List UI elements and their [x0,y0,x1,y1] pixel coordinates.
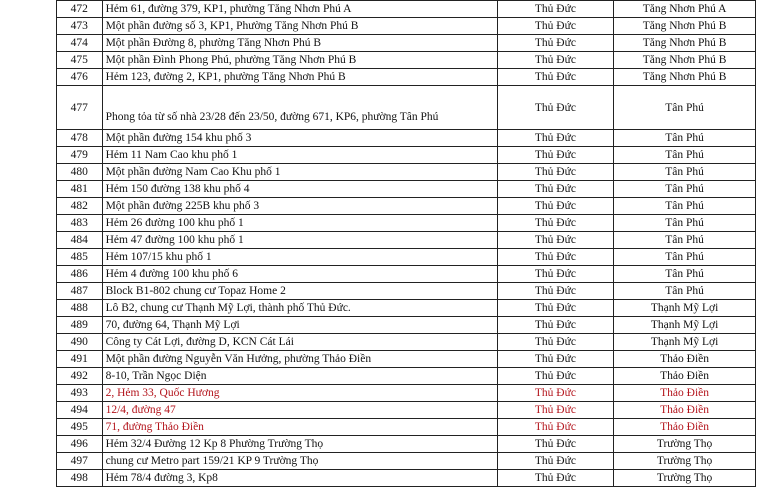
location-cell: Một phần đường số 3, KP1, Phường Tăng Nhơn Phú B [102,18,497,35]
ward-cell: Tăng Nhơn Phú B [614,35,756,52]
district-cell: Thủ Đức [497,215,614,232]
table-row [57,164,756,181]
table-row [57,436,756,453]
ward-cell: Tân Phú [614,86,756,130]
district-cell: Thủ Đức [497,317,614,334]
district-cell: Thủ Đức [497,470,614,487]
row-number: 494 [57,402,103,419]
location-cell: 2, Hẻm 33, Quốc Hương [102,385,497,402]
location-cell: Một phần đường Nam Cao Khu phố 1 [102,164,497,181]
table-row [57,147,756,164]
table-row [57,181,756,198]
district-cell: Thủ Đức [497,181,614,198]
ward-cell: Tân Phú [614,232,756,249]
district-cell: Thủ Đức [497,232,614,249]
ward-cell: Tân Phú [614,130,756,147]
ward-cell: Tân Phú [614,266,756,283]
ward-cell: Thảo Điền [614,402,756,419]
table-row [57,300,756,317]
ward-cell: Trường Thọ [614,436,756,453]
district-cell: Thủ Đức [497,266,614,283]
row-number: 480 [57,164,103,181]
location-cell: Hẻm 11 Nam Cao khu phố 1 [102,147,497,164]
district-cell: Thủ Đức [497,436,614,453]
location-cell: Một phần đường 154 khu phố 3 [102,130,497,147]
row-number: 498 [57,470,103,487]
location-cell: 71, đường Thảo Điền [102,419,497,436]
ward-cell: Thảo Điền [614,385,756,402]
district-cell: Thủ Đức [497,368,614,385]
district-cell: Thủ Đức [497,453,614,470]
table-row [57,18,756,35]
row-number: 487 [57,283,103,300]
location-cell: Phong tỏa từ số nhà 23/28 đến 23/50, đường 671, KP6, phường Tân Phú [102,86,497,130]
row-number: 473 [57,18,103,35]
row-number: 478 [57,130,103,147]
row-number: 485 [57,249,103,266]
location-cell: Một phần đường Nguyễn Văn Hưởng, phường Thảo Điền [102,351,497,368]
location-cell: Một phần Đường 8, phường Tăng Nhơn Phú B [102,35,497,52]
district-cell: Thủ Đức [497,385,614,402]
lockdown-table [56,0,756,487]
row-number: 479 [57,147,103,164]
district-cell: Thủ Đức [497,249,614,266]
ward-cell: Tân Phú [614,181,756,198]
table-row [57,419,756,436]
district-cell: Thủ Đức [497,300,614,317]
district-cell: Thủ Đức [497,18,614,35]
location-cell: Hẻm 107/15 khu phố 1 [102,249,497,266]
location-cell: 8-10, Trần Ngọc Diện [102,368,497,385]
ward-cell: Tân Phú [614,249,756,266]
district-cell: Thủ Đức [497,69,614,86]
ward-cell: Tăng Nhơn Phú A [614,1,756,18]
district-cell: Thủ Đức [497,1,614,18]
table-row [57,334,756,351]
district-cell: Thủ Đức [497,52,614,69]
row-number: 493 [57,385,103,402]
row-number: 489 [57,317,103,334]
location-cell: Một phần đường 225B khu phố 3 [102,198,497,215]
location-cell: Lô B2, chung cư Thạnh Mỹ Lợi, thành phố Thủ Đức. [102,300,497,317]
location-cell: Hẻm 4 đường 100 khu phố 6 [102,266,497,283]
ward-cell: Thảo Điền [614,368,756,385]
district-cell: Thủ Đức [497,147,614,164]
table-row [57,402,756,419]
row-number: 472 [57,1,103,18]
row-number: 481 [57,181,103,198]
table-row [57,266,756,283]
table-row [57,368,756,385]
location-cell: Một phần Đình Phong Phú, phường Tăng Nhơn Phú B [102,52,497,69]
ward-cell: Trường Thọ [614,470,756,487]
row-number: 488 [57,300,103,317]
district-cell: Thủ Đức [497,334,614,351]
district-cell: Thủ Đức [497,130,614,147]
row-number: 490 [57,334,103,351]
table-row [57,453,756,470]
table-row [57,385,756,402]
row-number: 482 [57,198,103,215]
location-cell: Block B1-802 chung cư Topaz Home 2 [102,283,497,300]
district-cell: Thủ Đức [497,419,614,436]
row-number: 477 [57,86,103,130]
district-cell: Thủ Đức [497,164,614,181]
location-cell: chung cư Metro part 159/21 KP 9 Trường Thọ [102,453,497,470]
row-number: 486 [57,266,103,283]
ward-cell: Thạnh Mỹ Lợi [614,317,756,334]
district-cell: Thủ Đức [497,283,614,300]
row-number: 495 [57,419,103,436]
location-cell: Hẻm 32/4 Đường 12 Kp 8 Phường Trường Thọ [102,436,497,453]
table-row [57,249,756,266]
location-cell: 70, đường 64, Thạnh Mỹ Lợi [102,317,497,334]
table-row [57,130,756,147]
location-cell: Hẻm 78/4 đường 3, Kp8 [102,470,497,487]
row-number: 483 [57,215,103,232]
location-cell: Hẻm 61, đường 379, KP1, phường Tăng Nhơn Phú A [102,1,497,18]
location-cell: Hẻm 47 đường 100 khu phố 1 [102,232,497,249]
table-row [57,351,756,368]
row-number: 475 [57,52,103,69]
row-number: 484 [57,232,103,249]
location-cell: Hẻm 150 đường 138 khu phố 4 [102,181,497,198]
ward-cell: Thạnh Mỹ Lợi [614,300,756,317]
row-number: 476 [57,69,103,86]
table-row [57,232,756,249]
table-body [57,1,756,487]
row-number: 497 [57,453,103,470]
ward-cell: Tân Phú [614,198,756,215]
ward-cell: Thảo Điền [614,351,756,368]
ward-cell: Tăng Nhơn Phú B [614,52,756,69]
ward-cell: Tân Phú [614,147,756,164]
ward-cell: Tăng Nhơn Phú B [614,69,756,86]
row-number: 491 [57,351,103,368]
location-cell: Công ty Cát Lợi, đường D, KCN Cát Lái [102,334,497,351]
ward-cell: Trường Thọ [614,453,756,470]
ward-cell: Thảo Điền [614,419,756,436]
table-row [57,1,756,18]
location-cell: Hẻm 123, đường 2, KP1, phường Tăng Nhơn Phú B [102,69,497,86]
district-cell: Thủ Đức [497,351,614,368]
ward-cell: Tân Phú [614,215,756,232]
row-number: 474 [57,35,103,52]
table-row [57,283,756,300]
table-row [57,470,756,487]
district-cell: Thủ Đức [497,86,614,130]
ward-cell: Tăng Nhơn Phú B [614,18,756,35]
ward-cell: Thạnh Mỹ Lợi [614,334,756,351]
row-number: 496 [57,436,103,453]
district-cell: Thủ Đức [497,35,614,52]
table-row [57,215,756,232]
district-cell: Thủ Đức [497,198,614,215]
district-cell: Thủ Đức [497,402,614,419]
table-row [57,35,756,52]
table-row [57,52,756,69]
location-cell: 12/4, đường 47 [102,402,497,419]
row-number: 492 [57,368,103,385]
location-cell: Hẻm 26 đường 100 khu phố 1 [102,215,497,232]
ward-cell: Tân Phú [614,164,756,181]
table-row [57,198,756,215]
table-row [57,317,756,334]
table-row [57,86,756,130]
table-row [57,69,756,86]
ward-cell: Tân Phú [614,283,756,300]
